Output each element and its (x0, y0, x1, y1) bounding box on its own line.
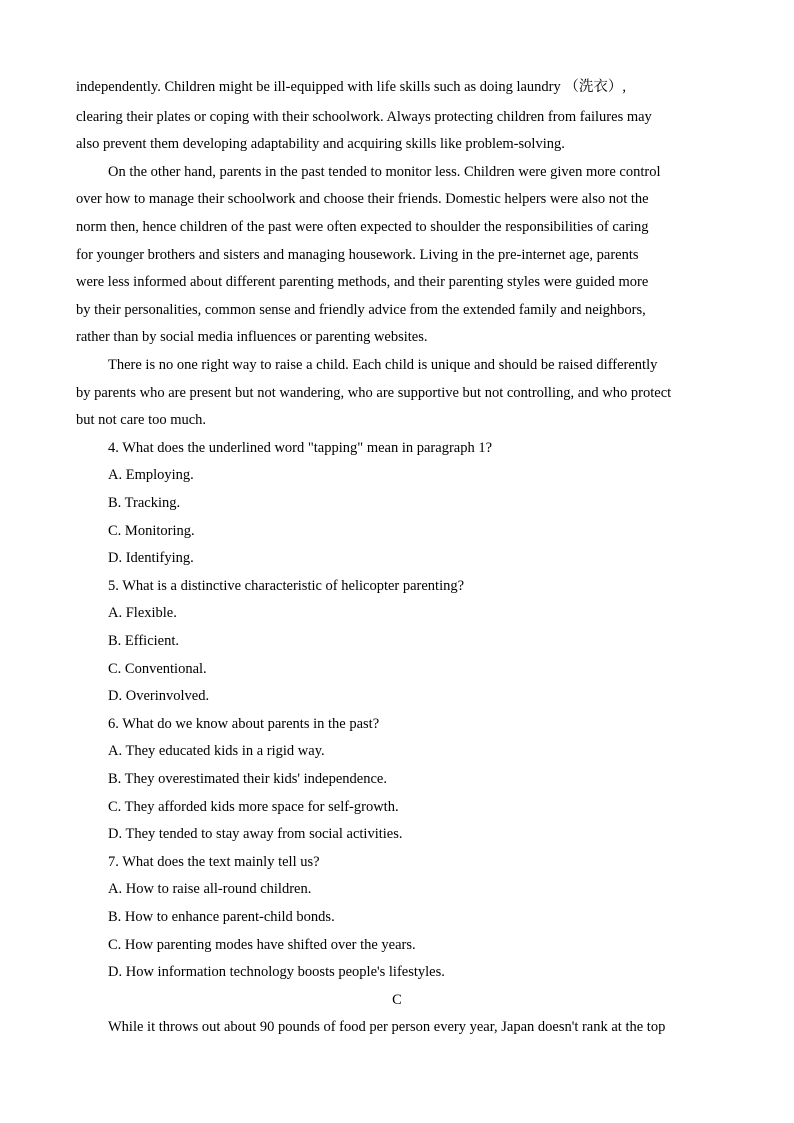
question-stem: 6. What do we know about parents in the past? (108, 716, 380, 732)
answer-option: D. How information technology boosts people's lifestyles. (108, 964, 445, 980)
passage-line: but not care too much. (76, 412, 207, 428)
answer-option: B. They overestimated their kids' independence. (108, 771, 387, 787)
answer-option: C. Conventional. (108, 661, 207, 677)
answer-option: C. How parenting modes have shifted over the years. (108, 937, 416, 953)
answer-option: C. Monitoring. (108, 523, 195, 539)
answer-option: D. They tended to stay away from social activities. (108, 826, 403, 842)
passage-line: While it throws out about 90 pounds of food per person every year, Japan doesn't rank at the top (108, 1019, 666, 1035)
answer-option: D. Identifying. (108, 550, 194, 566)
answer-option: B. Efficient. (108, 633, 180, 649)
question-stem: 4. What does the underlined word "tapping" mean in paragraph 1? (108, 440, 493, 456)
passage-line: were less informed about different parenting methods, and their parenting styles were guided more (76, 274, 649, 290)
passage-line: There is no one right way to raise a child. Each child is unique and should be raised differently (108, 357, 658, 373)
passage-line: by parents who are present but not wandering, who are supportive but not controlling, and who protect (76, 385, 672, 401)
passage-line: On the other hand, parents in the past tended to monitor less. Children were given more control (108, 164, 661, 180)
question-stem: 5. What is a distinctive characteristic of helicopter parenting? (108, 578, 465, 594)
answer-option: B. How to enhance parent-child bonds. (108, 909, 335, 925)
answer-option: A. How to raise all-round children. (108, 881, 312, 897)
answer-option: D. Overinvolved. (108, 688, 210, 704)
answer-option: C. They afforded kids more space for self-growth. (108, 799, 399, 815)
answer-option: A. Flexible. (108, 605, 177, 621)
passage-line: by their personalities, common sense and friendly advice from the extended family and neighbors, (76, 302, 646, 318)
passage-line: rather than by social media influences or parenting websites. (76, 329, 428, 345)
passage-line: for younger brothers and sisters and managing housework. Living in the pre-internet age, parents (76, 247, 639, 263)
passage-line: over how to manage their schoolwork and choose their friends. Domestic helpers were also not the (76, 191, 649, 207)
passage-line: clearing their plates or coping with their schoolwork. Always protecting children from failures may (76, 109, 652, 125)
answer-option: A. They educated kids in a rigid way. (108, 743, 325, 759)
answer-option: B. Tracking. (108, 495, 181, 511)
passage-line: also prevent them developing adaptability and acquiring skills like problem-solving. (76, 136, 565, 152)
question-stem: 7. What does the text mainly tell us? (108, 854, 320, 870)
section-heading: C (392, 992, 402, 1008)
passage-line: norm then, hence children of the past were often expected to shoulder the responsibilities of caring (76, 219, 649, 235)
passage-line: independently. Children might be ill-equipped with life skills such as doing laundry （洗衣）, (76, 79, 626, 95)
answer-option: A. Employing. (108, 467, 194, 483)
